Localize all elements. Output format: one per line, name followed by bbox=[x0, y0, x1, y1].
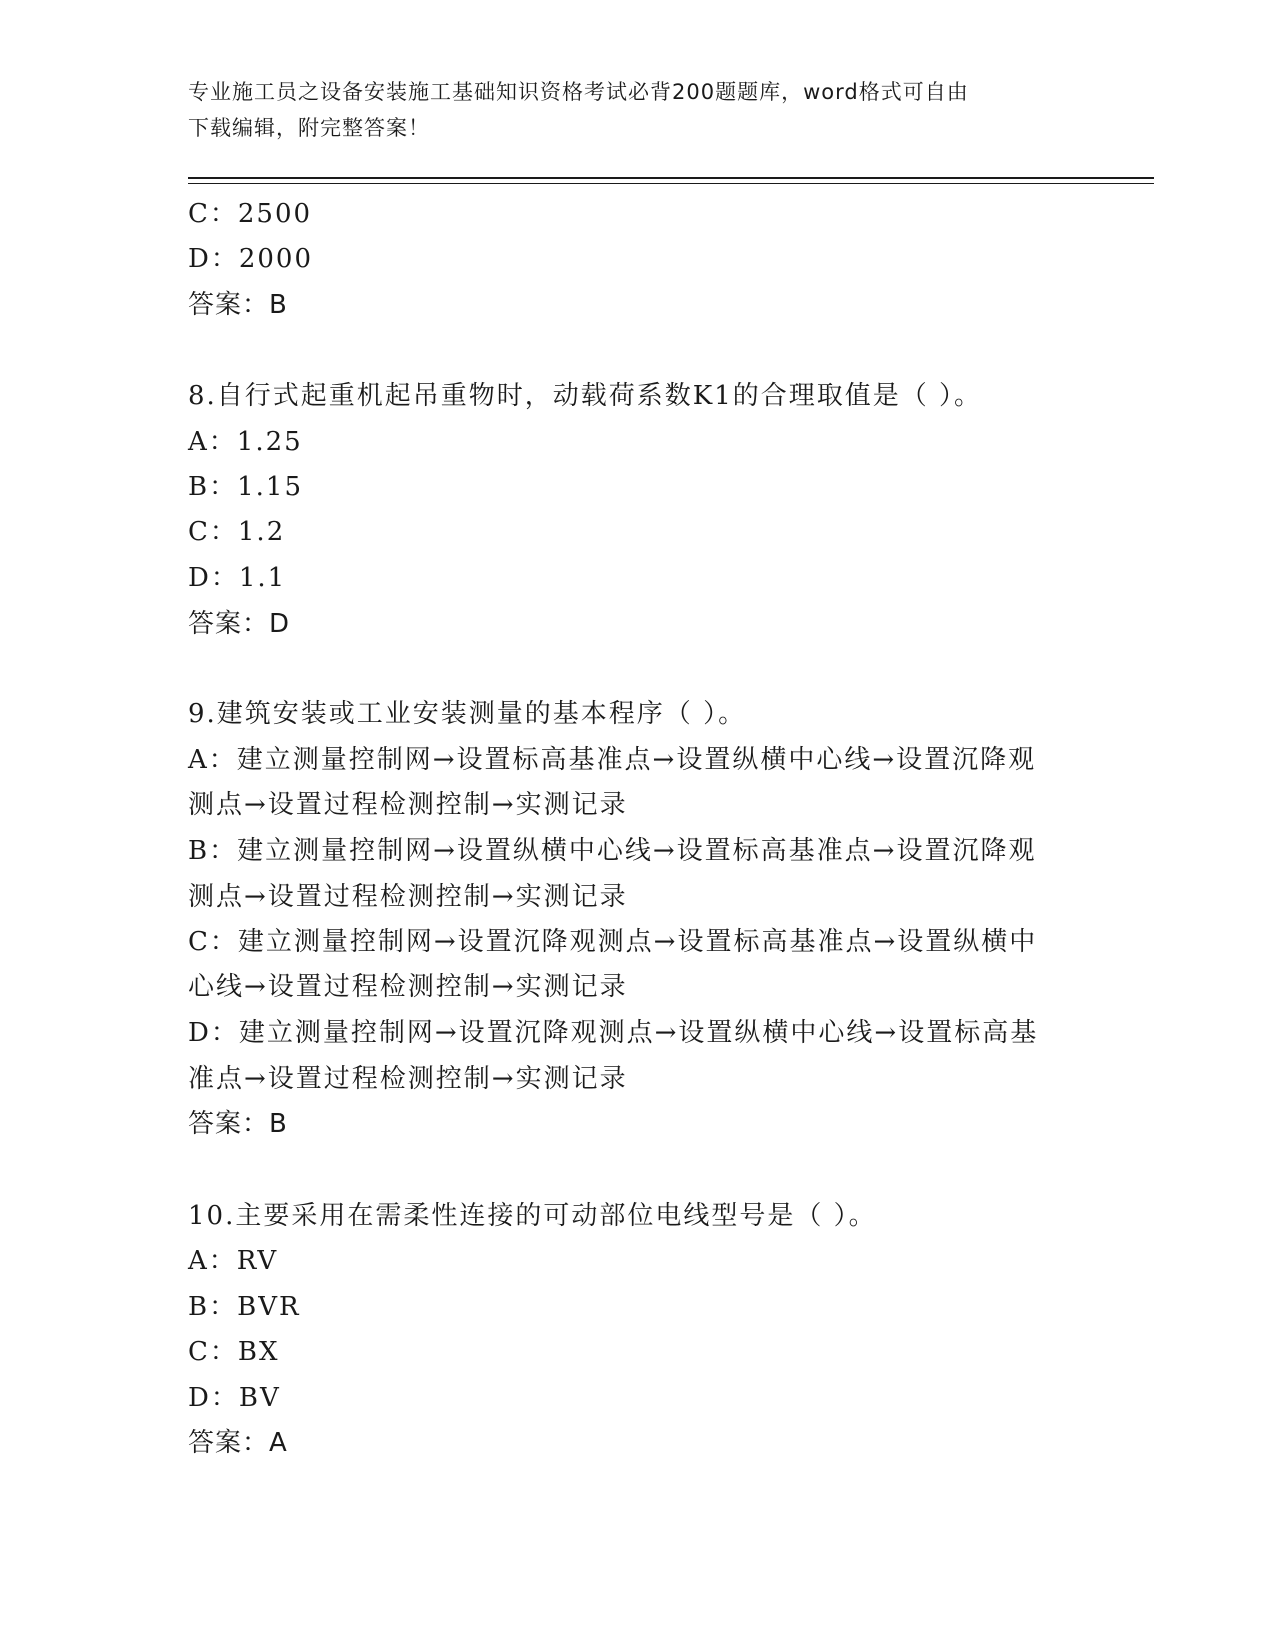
q10-question: 10.主要采用在需柔性连接的可动部位电线型号是（ ）。 bbox=[188, 1201, 877, 1231]
q7-option-d: D：2000 bbox=[188, 244, 314, 274]
q9-option-a-line-2: 测点→设置过程检测控制→实测记录 bbox=[188, 790, 628, 820]
q9-option-d-line-2: 准点→设置过程检测控制→实测记录 bbox=[188, 1064, 628, 1094]
header-rule-thin bbox=[188, 183, 1154, 184]
q10-option-a: A：RV bbox=[188, 1246, 279, 1276]
q9-option-b-line-1: B：建立测量控制网→设置纵横中心线→设置标高基准点→设置沉降观 bbox=[188, 836, 1037, 866]
document-header bbox=[188, 74, 1088, 146]
header-rule-thick bbox=[188, 177, 1154, 179]
q9-option-d-line-1: D：建立测量控制网→设置沉降观测点→设置纵横中心线→设置标高基 bbox=[188, 1018, 1039, 1048]
q10-option-c: C：BX bbox=[188, 1337, 280, 1367]
q9-option-c-line-1: C：建立测量控制网→设置沉降观测点→设置标高基准点→设置纵横中 bbox=[188, 927, 1038, 957]
q10-option-b: B：BVR bbox=[188, 1292, 301, 1322]
q10-answer: 答案：A bbox=[188, 1428, 288, 1458]
header-line-1: 专业施工员之设备安装施工基础知识资格考试必背200题题库，word格式可自由 bbox=[188, 80, 969, 104]
q9-option-b-line-2: 测点→设置过程检测控制→实测记录 bbox=[188, 882, 628, 912]
q7-answer: 答案：B bbox=[188, 290, 288, 320]
q9-option-a-line-1: A：建立测量控制网→设置标高基准点→设置纵横中心线→设置沉降观 bbox=[188, 745, 1037, 775]
q8-option-a: A：1.25 bbox=[188, 427, 303, 457]
q8-answer: 答案：D bbox=[188, 609, 291, 639]
q10-option-d: D：BV bbox=[188, 1383, 281, 1413]
q9-option-c-line-2: 心线→设置过程检测控制→实测记录 bbox=[188, 972, 628, 1002]
q9-answer: 答案：B bbox=[188, 1109, 288, 1139]
q8-option-d: D：1.1 bbox=[188, 563, 287, 593]
q8-question: 8.自行式起重机起吊重物时，动载荷系数K1的合理取值是（ ）。 bbox=[188, 381, 983, 411]
q8-option-b: B：1.15 bbox=[188, 472, 303, 502]
q8-option-c: C：1.2 bbox=[188, 517, 286, 547]
q7-option-c: C：2500 bbox=[188, 199, 313, 229]
q9-question: 9.建筑安装或工业安装测量的基本程序（ ）。 bbox=[188, 699, 747, 729]
header-line-2: 下载编辑，附完整答案！ bbox=[188, 116, 430, 140]
